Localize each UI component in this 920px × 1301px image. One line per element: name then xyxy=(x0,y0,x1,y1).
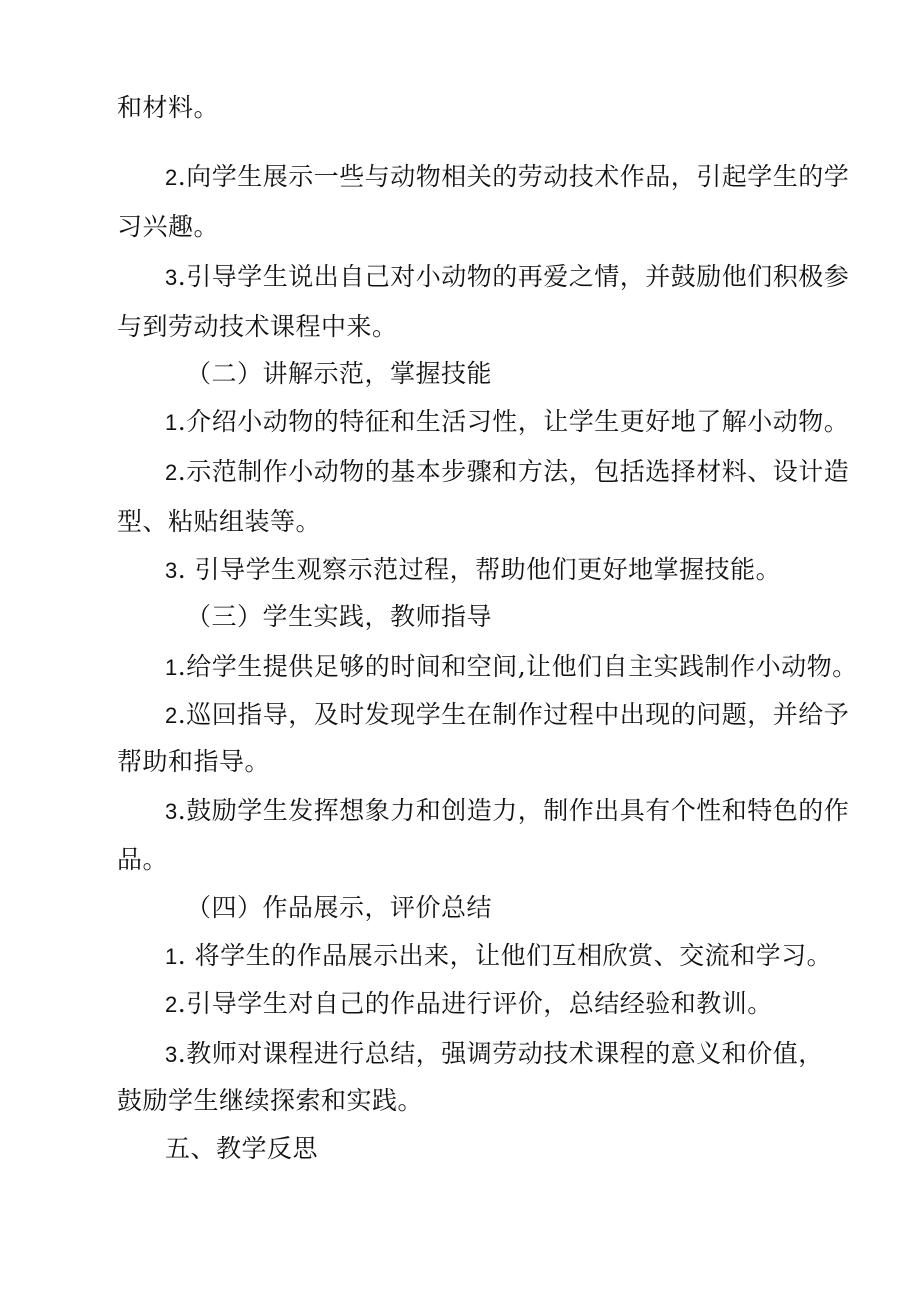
item-text: .引导学生说出自己对小动物的再爱之情，并鼓励他们积极参 xyxy=(177,262,850,291)
item-number: 1 xyxy=(165,655,178,680)
item-number: 3 xyxy=(165,265,178,290)
section-heading: （三）学生实践，教师指导 xyxy=(186,602,493,631)
list-item xyxy=(165,652,858,683)
list-item-continuation: 品。 xyxy=(117,845,169,874)
list-item xyxy=(165,700,849,731)
item-text: .教师对课程进行总结，强调劳动技术课程的意义和价值， xyxy=(177,1039,824,1068)
list-item-continuation: 与到劳动技术课程中来。 xyxy=(117,312,398,341)
item-number: 2 xyxy=(165,460,178,485)
section-heading: 五、教学反思 xyxy=(165,1134,319,1163)
item-text: .巡回指导，及时发现学生在制作过程中出现的问题，并给予 xyxy=(177,700,850,729)
item-text: .介绍小动物的特征和生活习性，让学生更好地了解小动物。 xyxy=(177,407,850,436)
item-text: .鼓励学生发挥想象力和创造力，制作出具有个性和特色的作 xyxy=(177,796,850,825)
list-item-continuation: 鼓励学生继续探索和实践。 xyxy=(117,1086,424,1115)
list-item-continuation: 帮助和指导。 xyxy=(117,747,271,776)
item-text: .示范制作小动物的基本步骤和方法，包括选择材料、设计造 xyxy=(177,457,850,486)
list-item xyxy=(165,1039,824,1070)
list-item xyxy=(165,457,849,488)
item-text: . 将学生的作品展示出来，让他们互相欣赏、交流和学习。 xyxy=(177,941,833,970)
item-text: .引导学生对自己的作品进行评价，总结经验和教训。 xyxy=(177,989,773,1018)
item-number: 1 xyxy=(165,944,178,969)
item-number: 3 xyxy=(165,799,178,824)
item-number: 3 xyxy=(165,558,178,583)
item-number: 2 xyxy=(165,703,178,728)
item-text: .向学生展示一些与动物相关的劳动技术作品，引起学生的学 xyxy=(177,162,850,191)
section-heading: （四）作品展示，评价总结 xyxy=(186,893,493,922)
item-number: 1 xyxy=(165,410,178,435)
list-item xyxy=(165,796,849,827)
item-text: . 引导学生观察示范过程，帮助他们更好地掌握技能。 xyxy=(177,555,782,584)
list-item xyxy=(165,262,849,293)
item-number: 3 xyxy=(165,1042,178,1067)
list-item xyxy=(165,941,832,972)
item-number: 2 xyxy=(165,165,178,190)
section-heading: （二）讲解示范，掌握技能 xyxy=(186,359,493,388)
item-number: 2 xyxy=(165,992,178,1017)
item-text: .给学生提供足够的时间和空间,让他们自主实践制作小动物。 xyxy=(177,652,858,681)
list-item-continuation: 习兴趣。 xyxy=(117,212,220,241)
list-item xyxy=(165,162,849,193)
intro-tail-text: 和材料。 xyxy=(117,93,220,122)
list-item xyxy=(165,555,781,586)
list-item xyxy=(165,989,773,1020)
list-item xyxy=(165,407,849,438)
list-item-continuation: 型、粘贴组装等。 xyxy=(117,507,322,536)
